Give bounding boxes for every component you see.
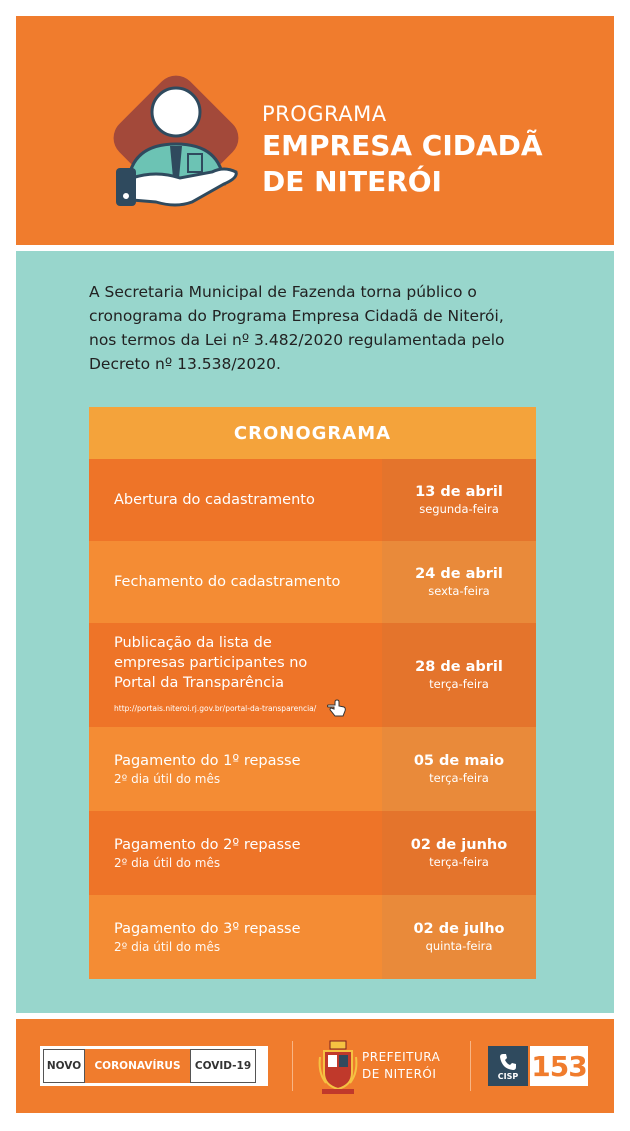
schedule-row <box>89 541 536 623</box>
event-label: Portal da Transparência <box>114 675 285 691</box>
schedule-row <box>89 459 536 541</box>
event-cell <box>89 895 382 979</box>
event-label: Pagamento do 2º repasse <box>114 837 301 853</box>
event-cell <box>89 727 382 811</box>
schedule-row <box>89 895 536 979</box>
date-cell <box>382 459 536 541</box>
event-label: Publicação da lista de <box>114 635 272 651</box>
niteroi-crest-icon <box>318 1039 358 1095</box>
schedule-row <box>89 623 536 727</box>
event-label: Fechamento do cadastramento <box>114 574 341 590</box>
intro-text <box>89 280 553 376</box>
event-label: Pagamento do 3º repasse <box>114 921 301 937</box>
event-cell <box>89 541 382 623</box>
cisp-153-badge <box>488 1046 588 1086</box>
event-label: empresas participantes no <box>114 655 308 671</box>
event-sublabel: 2º dia útil do mês <box>114 856 221 870</box>
program-title-line1: EMPRESA CIDADÃ <box>262 129 543 162</box>
prefeitura-name <box>362 1049 440 1083</box>
prefeitura-line2: DE NITERÓI <box>362 1067 437 1081</box>
intro-line: cronograma do Programa Empresa Cidadã de Niterói, <box>89 307 504 325</box>
date-cell <box>382 623 536 727</box>
date-value: 02 de julho <box>413 921 505 937</box>
intro-line: nos termos da Lei nº 3.482/2020 regulamentada pelo <box>89 331 505 349</box>
event-cell <box>89 623 382 727</box>
date-value: 05 de maio <box>413 753 505 769</box>
date-value: 24 de abril <box>415 566 503 582</box>
transparency-portal-url[interactable]: http://portais.niteroi.rj.gov.br/portal-da-transparencia/ <box>114 703 317 713</box>
event-sublabel: 2º dia útil do mês <box>114 940 221 954</box>
schedule-row <box>89 727 536 811</box>
schedule-title: CRONOGRAMA <box>89 407 536 459</box>
footer-divider <box>292 1041 293 1091</box>
weekday-value: terça-feira <box>429 771 489 785</box>
badge-coronavirus: CORONAVÍRUS <box>85 1049 190 1083</box>
weekday-value: quinta-feira <box>425 939 493 953</box>
date-value: 02 de junho <box>410 837 508 853</box>
program-label: PROGRAMA <box>262 102 387 126</box>
cisp-phone-block <box>488 1046 528 1086</box>
main-content <box>16 251 614 1013</box>
event-sublabel: 2º dia útil do mês <box>114 772 221 786</box>
date-cell <box>382 895 536 979</box>
citizen-hand-logo-icon <box>96 66 246 226</box>
event-label: Abertura do cadastramento <box>114 492 315 508</box>
transparency-portal-link[interactable] <box>114 699 372 717</box>
intro-line: Decreto nº 13.538/2020. <box>89 355 281 373</box>
date-cell <box>382 811 536 895</box>
date-value: 28 de abril <box>415 659 503 675</box>
intro-line: A Secretaria Municipal de Fazenda torna público o <box>89 283 477 301</box>
cisp-label: CISP <box>497 1071 519 1081</box>
event-label: Pagamento do 1º repasse <box>114 753 301 769</box>
weekday-value: sexta-feira <box>428 584 490 598</box>
schedule-row <box>89 811 536 895</box>
cisp-number: 153 <box>530 1046 588 1086</box>
event-cell <box>89 459 382 541</box>
program-header <box>16 16 614 245</box>
schedule-table <box>89 407 536 979</box>
badge-novo: NOVO <box>43 1049 85 1083</box>
date-cell <box>382 727 536 811</box>
weekday-value: terça-feira <box>429 677 489 691</box>
program-title-line2: DE NITERÓI <box>262 165 442 198</box>
footer-divider <box>470 1041 471 1091</box>
pointing-hand-icon <box>326 699 348 717</box>
footer <box>16 1019 614 1113</box>
prefeitura-line1: PREFEITURA <box>362 1050 441 1064</box>
date-value: 13 de abril <box>415 484 503 500</box>
date-cell <box>382 541 536 623</box>
coronavirus-badge <box>40 1046 268 1086</box>
phone-icon <box>498 1052 518 1072</box>
weekday-value: segunda-feira <box>419 502 499 516</box>
event-cell <box>89 811 382 895</box>
weekday-value: terça-feira <box>429 855 489 869</box>
badge-covid: COVID-19 <box>190 1049 256 1083</box>
